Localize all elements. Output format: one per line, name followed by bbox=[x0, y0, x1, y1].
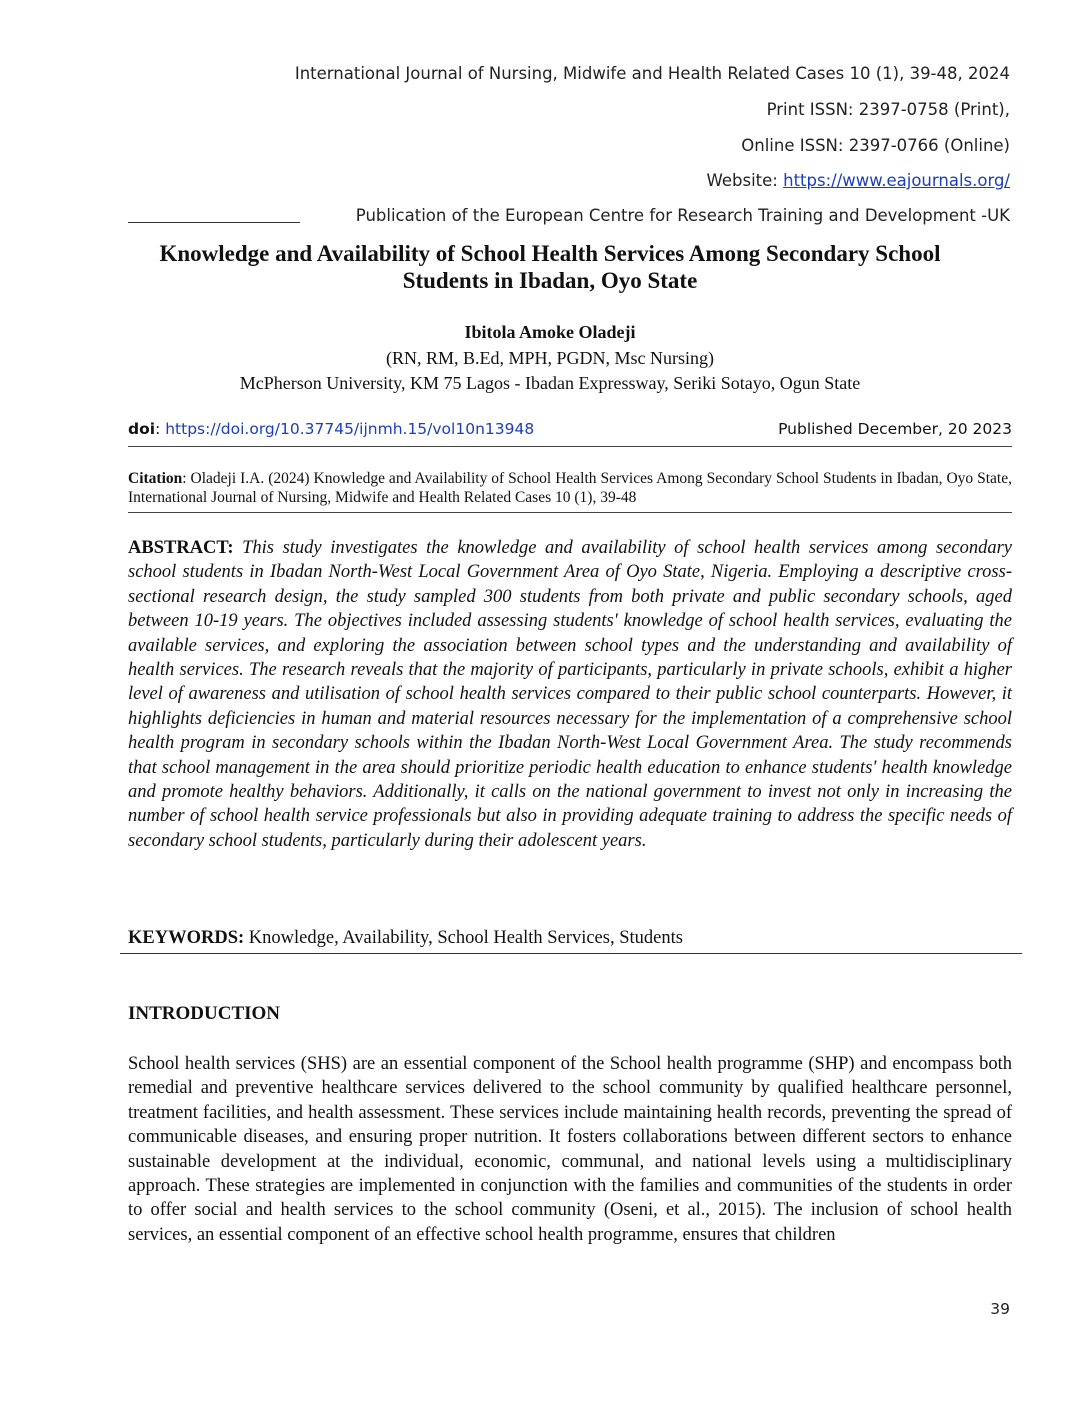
website-link[interactable]: https://www.eajournals.org/ bbox=[783, 171, 1010, 190]
doi-label: doi bbox=[128, 420, 156, 438]
article-title bbox=[120, 240, 980, 294]
publisher-line: Publication of the European Centre for Research Training and Development -UK bbox=[355, 206, 1010, 225]
page-number: 39 bbox=[990, 1300, 1010, 1318]
citation-label: Citation bbox=[128, 470, 183, 487]
online-issn: Online ISSN: 2397-0766 (Online) bbox=[741, 136, 1010, 155]
abstract-text: This study investigates the knowledge and availability of school health services among secondary school students in Ibadan North-West Local Government Area of Oyo State, Nigeria. Employing a descriptive cross-sectional research design, the study sampled 300 students from both private and public secondary schools, aged between 10-19 years. The objectives included assessing students' knowledge of school health services, evaluating the available services, and exploring the association between school types and the understanding and availability of health services. The research reveals that the majority of participants, particularly in private schools, exhibit a higher level of awareness and utilisation of school health services compared to their public school counterparts. However, it highlights deficiencies in human and material resources necessary for the implementation of a comprehensive school health program in secondary schools within the Ibadan North-West Local Government Area. The study recommends that school management in the area should prioritize periodic health education to enhance students' health knowledge and promote healthy behaviors. Additionally, it calls on the national government to invest not only in increasing the number of school health service professionals but also in providing adequate training to address the specific needs of secondary school students, particularly during their adolescent years. bbox=[128, 538, 1012, 851]
doi-block bbox=[128, 420, 534, 438]
header-rule bbox=[128, 222, 300, 223]
title-line-2: Students in Ibadan, Oyo State bbox=[402, 268, 698, 293]
keywords-text: Knowledge, Availability, School Health Services, Students bbox=[244, 928, 683, 948]
abstract bbox=[128, 536, 1012, 853]
print-issn: Print ISSN: 2397-0758 (Print), bbox=[766, 100, 1010, 119]
journal-line: International Journal of Nursing, Midwife and Health Related Cases 10 (1), 39-48, 2024 bbox=[294, 64, 1010, 83]
introduction-heading: INTRODUCTION bbox=[128, 1003, 281, 1024]
keywords bbox=[128, 928, 1012, 949]
citation bbox=[128, 469, 1012, 507]
website-line bbox=[707, 171, 1010, 190]
doi-rule bbox=[128, 446, 1012, 447]
doi-colon: : bbox=[155, 420, 166, 438]
keywords-label: KEYWORDS: bbox=[128, 928, 245, 948]
author-name: Ibitola Amoke Oladeji bbox=[464, 322, 636, 342]
introduction-paragraph: School health services (SHS) are an essential component of the School health programme (SHP) and encompass both remedial and preventive healthcare services delivered to the school community by qualified healthcare personnel, treatment facilities, and health assessment. These services include maintaining health records, preventing the spread of communicable diseases, and ensuring proper nutrition. It fosters collaborations between different sectors to enhance sustainable development at the individual, economic, communal, and national levels using a multidisciplinary approach. These strategies are implemented in conjunction with the families and communities of the students in order to offer social and health services to the school community (Oseni, et al., 2015). The inclusion of school health services, an essential component of an effective school health programme, ensures that children bbox=[128, 1054, 1012, 1245]
citation-rule bbox=[128, 512, 1012, 513]
website-label: Website: bbox=[706, 171, 784, 190]
keywords-rule bbox=[120, 953, 1022, 954]
citation-text: : Oladeji I.A. (2024) Knowledge and Availability of School Health Services Among Secondary School Students in Ibadan, Oyo State, International Journal of Nursing, Midwife and Health Related Cases 10 (1), 39-48 bbox=[128, 470, 1012, 506]
abstract-label: ABSTRACT: bbox=[128, 538, 234, 558]
doi-row bbox=[128, 420, 1012, 442]
author-affiliation: McPherson University, KM 75 Lagos - Ibadan Expressway, Seriki Sotayo, Ogun State bbox=[239, 373, 861, 393]
author-credentials: (RN, RM, B.Ed, MPH, PGDN, Msc Nursing) bbox=[385, 348, 715, 368]
published-date: Published December, 20 2023 bbox=[778, 420, 1012, 438]
title-line-1: Knowledge and Availability of School Health Services Among Secondary School bbox=[159, 241, 941, 266]
doi-link[interactable]: https://doi.org/10.37745/ijnmh.15/vol10n13948 bbox=[165, 420, 535, 438]
